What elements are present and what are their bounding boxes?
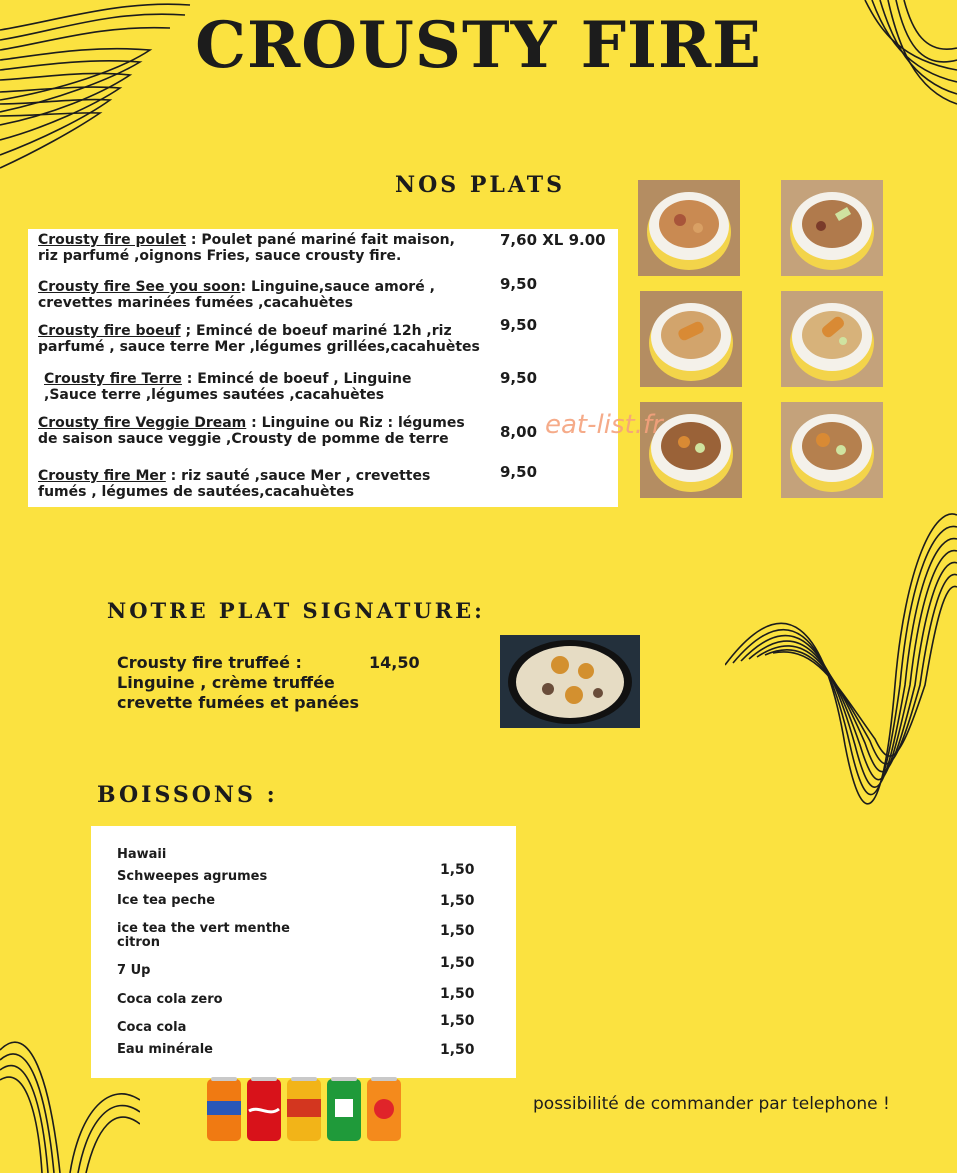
food-photo — [781, 402, 883, 498]
dish-item — [38, 279, 435, 311]
drink-name: Schweepes agrumes — [117, 869, 268, 884]
drink-price: 1,50 — [440, 1042, 475, 1058]
food-photo — [781, 180, 883, 276]
drink-name: 7 Up — [117, 963, 151, 978]
dish-desc: : Linguine,sauce amoré , — [240, 279, 435, 295]
can-icon — [367, 1077, 401, 1141]
food-photo — [781, 291, 883, 387]
dish-price: 7,60 XL 9.00 — [500, 231, 606, 249]
can-icon — [207, 1077, 241, 1141]
dish-desc-line2: riz parfumé ,oignons Fries, sauce crousty fire. — [38, 248, 402, 264]
drink-name — [117, 922, 290, 950]
dish-desc: : riz sauté ,sauce Mer , crevettes — [165, 468, 431, 484]
drink-name: Hawaii — [117, 847, 167, 862]
dish-desc-line2: ,Sauce terre ,légumes sautées ,cacahuètes — [44, 387, 385, 403]
signature-price: 14,50 — [369, 653, 420, 672]
drink-price: 1,50 — [440, 986, 475, 1002]
drink-name: Coca cola zero — [117, 992, 223, 1007]
food-photo — [640, 291, 742, 387]
signature-dish-desc-2: crevette fumées et panées — [117, 693, 359, 712]
drink-price: 1,50 — [440, 1013, 475, 1029]
drink-name: Ice tea peche — [117, 893, 216, 908]
drink-price: 1,50 — [440, 923, 475, 939]
section-heading-nos-plats: NOS PLATS — [395, 172, 565, 198]
dish-price: 9,50 — [500, 369, 538, 387]
boissons-menu-box — [91, 826, 516, 1078]
dish-item — [38, 323, 480, 355]
drink-name: Coca cola — [117, 1020, 187, 1035]
soda-cans-image — [205, 1075, 410, 1145]
drink-name-line1: ice tea the vert menthe — [117, 921, 290, 936]
dish-item — [38, 232, 455, 264]
dish-desc: : Linguine ou Riz : légumes — [246, 415, 465, 431]
section-heading-boissons: BOISSONS : — [97, 782, 278, 808]
dish-price: 9,50 — [500, 316, 538, 334]
dish-desc-line2: fumés , légumes de sautées,cacahuètes — [38, 484, 355, 500]
dish-name: Crousty fire Terre — [44, 371, 182, 387]
dish-name: Crousty fire boeuf — [38, 323, 181, 339]
dish-name: Crousty fire poulet — [38, 232, 187, 248]
drink-name-line2: citron — [117, 935, 160, 950]
can-icon — [247, 1077, 281, 1141]
section-heading-signature: NOTRE PLAT SIGNATURE: — [107, 598, 485, 623]
phone-order-note: possibilité de commander par telephone ! — [533, 1094, 890, 1114]
dish-item — [38, 415, 465, 447]
dish-price: 9,50 — [500, 463, 538, 481]
dish-name: Crousty fire Veggie Dream — [38, 415, 247, 431]
can-icon — [327, 1077, 361, 1141]
dish-item — [44, 371, 411, 403]
dish-price: 9,50 — [500, 275, 538, 293]
watermark-text: eat-list.fr — [545, 410, 663, 440]
dish-desc: : Emincé de boeuf , Linguine — [181, 371, 412, 387]
dish-desc-line2: de saison sauce veggie ,Crousty de pomme de terre — [38, 431, 449, 447]
food-photo — [638, 180, 740, 276]
dish-desc-line2: parfumé , sauce terre Mer ,légumes grillées,cacahuètes — [38, 339, 480, 355]
plats-menu-box — [28, 229, 618, 507]
signature-dish-name: Crousty fire truffeé : — [117, 653, 302, 672]
page-title: CROUSTY FIRE — [195, 8, 762, 83]
wave-decoration-right — [725, 505, 957, 850]
signature-dish — [117, 653, 377, 713]
dish-name: Crousty fire See you soon — [38, 279, 241, 295]
dish-desc-line2: crevettes marinées fumées ,cacahuètes — [38, 295, 353, 311]
signature-dish-desc-1: Linguine , crème truffée — [117, 673, 335, 692]
dish-item — [38, 468, 430, 500]
drink-price: 1,50 — [440, 893, 475, 909]
drink-name: Eau minérale — [117, 1042, 213, 1057]
dish-price: 8,00 — [500, 423, 538, 441]
dish-desc: ; Emincé de boeuf mariné 12h ,riz — [180, 323, 452, 339]
drink-price: 1,50 — [440, 862, 475, 878]
dish-desc: : Poulet pané mariné fait maison, — [186, 232, 455, 248]
can-icon — [287, 1077, 321, 1141]
drink-price: 1,50 — [440, 955, 475, 971]
signature-photo — [500, 635, 640, 728]
dish-name: Crousty fire Mer — [38, 468, 166, 484]
